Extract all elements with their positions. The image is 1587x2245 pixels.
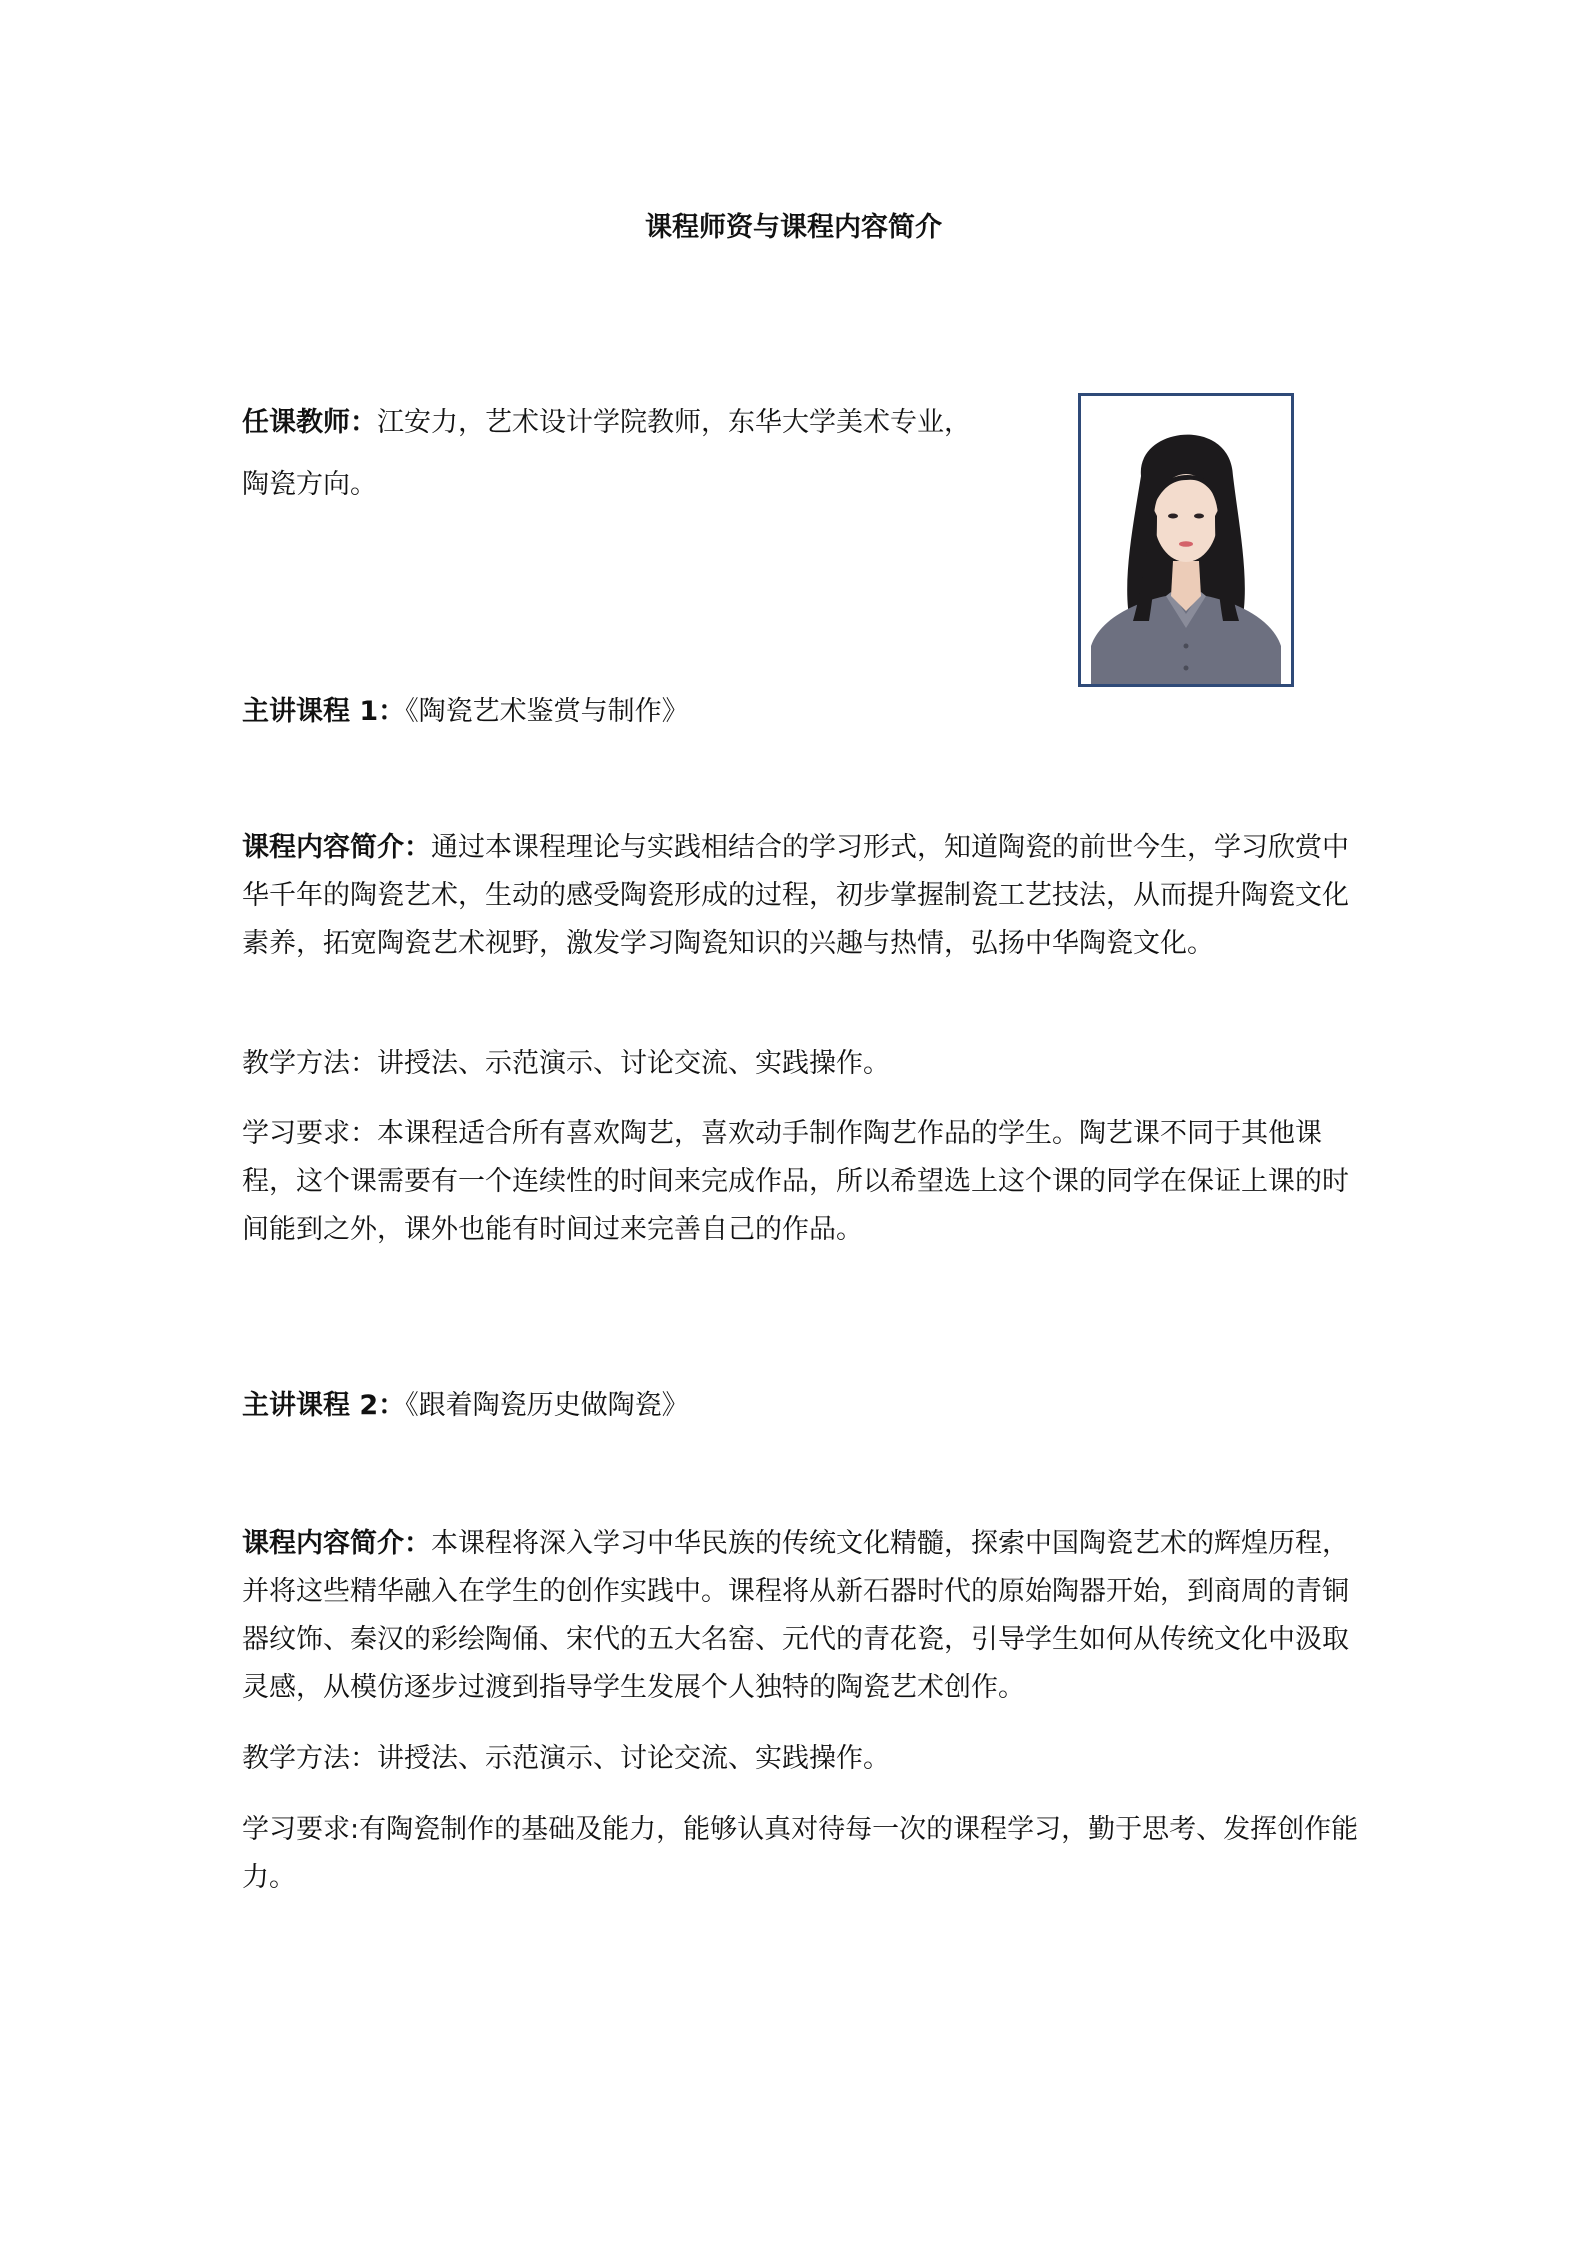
course2-title-value: 《跟着陶瓷历史做陶瓷》 — [405, 1390, 689, 1421]
course2-intro-label: 课程内容简介： — [242, 1528, 431, 1559]
course1-title — [242, 688, 1362, 736]
teacher-info — [242, 392, 1042, 516]
course2-intro-text: 本课程将深入学习中华民族的传统文化精髓，探索中国陶瓷艺术的辉煌历程，并将这些精华融入在学生的创作实践中。课程将从新石器时代的原始陶器开始，到商周的青铜器纹饰、秦汉的彩绘陶俑、宋代的五大名窑、元代的青花瓷，引导学生如何从传统文化中汲取灵感，从模仿逐步过渡到指导学生发展个人独特的陶瓷艺术创作。 — [242, 1528, 1349, 1703]
teacher-portrait-image — [1081, 396, 1291, 684]
course1-requirement: 学习要求：本课程适合所有喜欢陶艺，喜欢动手制作陶艺作品的学生。陶艺课不同于其他课程，这个课需要有一个连续性的时间来完成作品，所以希望选上这个课的同学在保证上课的时间能到之外，课外也能有时间过来完善自己的作品。 — [242, 1118, 1349, 1245]
teacher-text-line2: 陶瓷方向。 — [242, 469, 377, 500]
teacher-photo — [1078, 393, 1294, 687]
course1-method: 教学方法：讲授法、示范演示、讨论交流、实践操作。 — [242, 1048, 890, 1079]
course2-intro — [242, 1520, 1362, 1712]
page-title: 课程师资与课程内容简介 — [645, 212, 942, 243]
course1-title-value: 《陶瓷艺术鉴赏与制作》 — [405, 696, 689, 727]
teacher-label: 任课教师： — [242, 407, 377, 438]
course1-intro-label: 课程内容简介： — [242, 832, 431, 863]
course1-intro-text: 通过本课程理论与实践相结合的学习形式，知道陶瓷的前世今生，学习欣赏中华千年的陶瓷艺术，生动的感受陶瓷形成的过程，初步掌握制瓷工艺技法，从而提升陶瓷文化素养，拓宽陶瓷艺术视野，激发学习陶瓷知识的兴趣与热情，弘扬中华陶瓷文化。 — [242, 832, 1349, 959]
teacher-text-line1: 江安力，艺术设计学院教师，东华大学美术专业， — [377, 407, 971, 438]
course2-requirement: 学习要求:有陶瓷制作的基础及能力，能够认真对待每一次的课程学习，勤于思考、发挥创作能力。 — [242, 1814, 1359, 1893]
course2-title-label: 主讲课程 2： — [242, 1390, 406, 1421]
course1-intro — [242, 824, 1362, 968]
course2-method: 教学方法：讲授法、示范演示、讨论交流、实践操作。 — [242, 1743, 890, 1774]
course1-title-label: 主讲课程 1： — [242, 696, 406, 727]
course2-title — [242, 1382, 1362, 1430]
